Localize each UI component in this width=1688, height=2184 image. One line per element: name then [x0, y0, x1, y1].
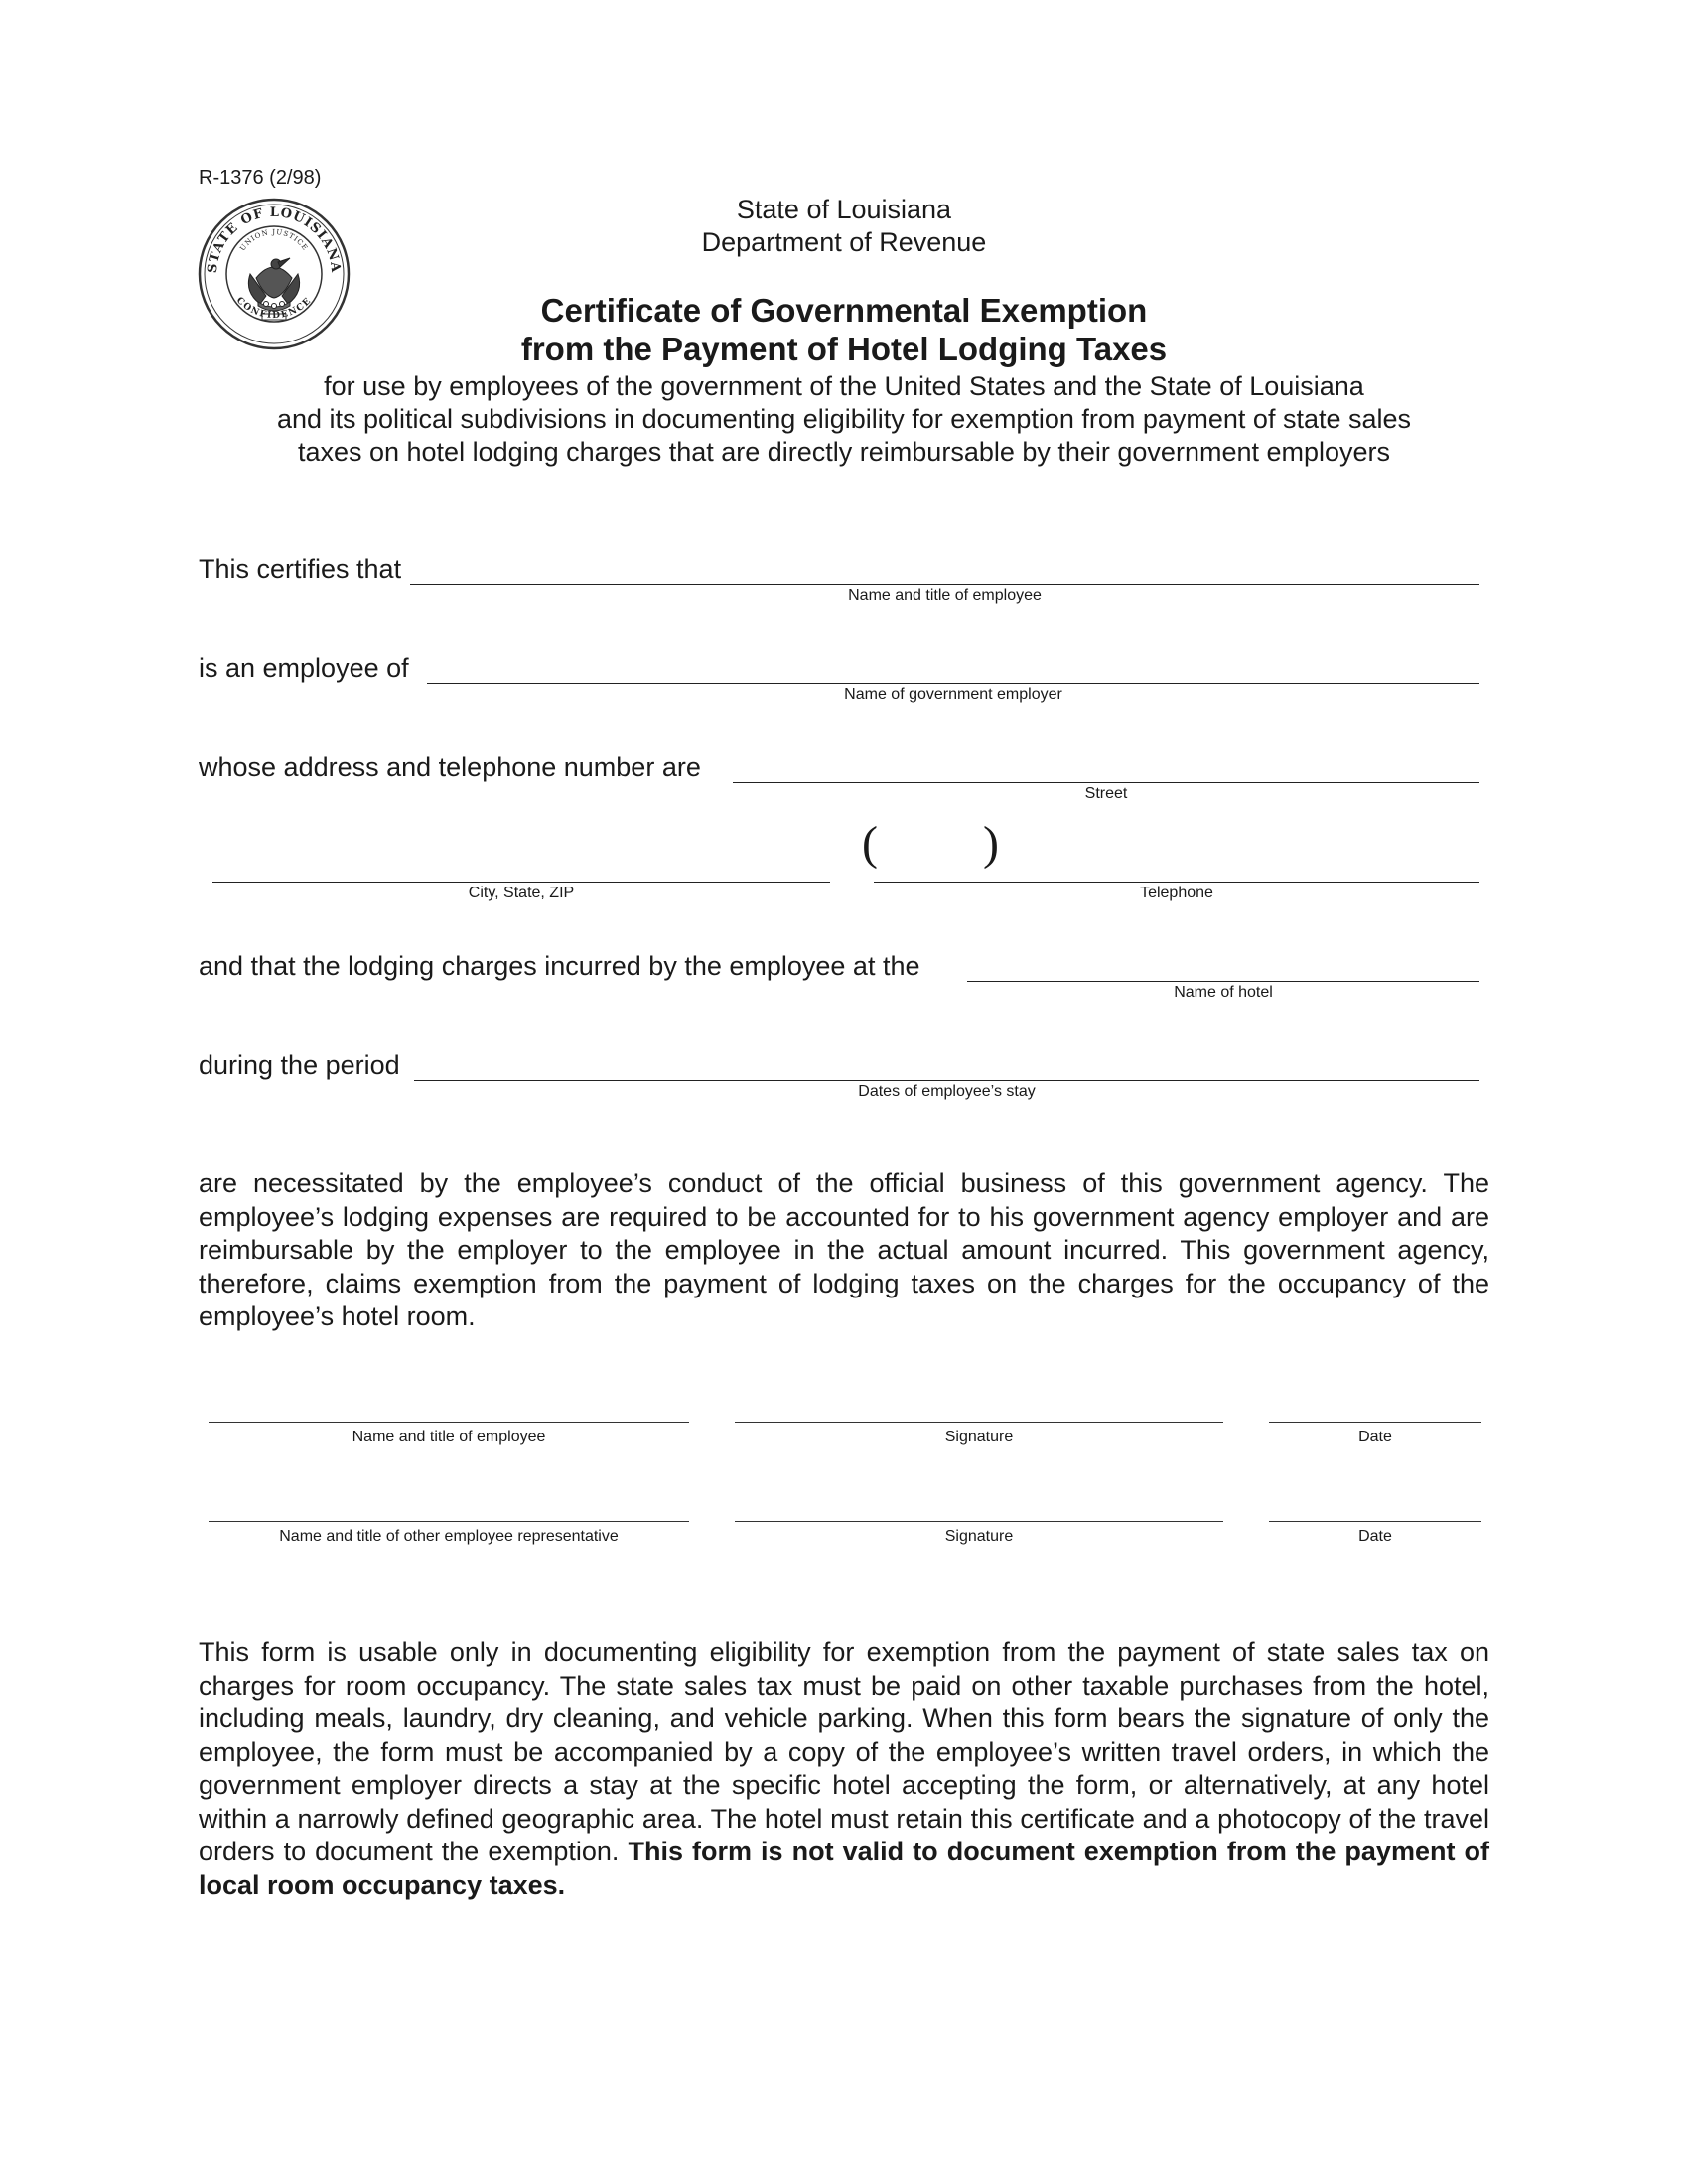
- subtitle-line1: for use by employees of the government of the United States and the State of Louisiana: [324, 371, 1364, 401]
- representative-name-title-field[interactable]: [209, 1521, 689, 1522]
- employee-date-caption: Date: [1358, 1429, 1392, 1445]
- seal-motto: UNION JUSTICE: [238, 227, 310, 253]
- department-name: Department of Revenue: [701, 227, 987, 257]
- employee-name-field[interactable]: [410, 584, 1479, 585]
- city-state-zip-field[interactable]: [212, 882, 830, 883]
- employee-name-title-sig-caption: Name and title of employee: [352, 1429, 546, 1445]
- period-label: during the period: [199, 1050, 400, 1080]
- employee-name-title-sig-field[interactable]: [209, 1422, 689, 1423]
- employer-name-field[interactable]: [427, 683, 1479, 684]
- usage-notice-text: This form is usable only in documenting eligibility for exemption from the payment of state sales tax on charges for room occupancy. The state sales tax must be paid on other taxable purchases from the hotel, including meals, laundry, dry cleaning, and vehicle parking. When this form bears the signature of only the employee, the form must be accompanied by a copy of the employee’s written travel orders, in which the government employer directs a stay at the specific hotel accepting the form, or alternatively, at any hotel within a narrowly defined geographic area. The hotel must retain this certificate and a photocopy of the travel orders to document the exemption.: [199, 1637, 1489, 1866]
- certification-statement: are necessitated by the employee’s conduct of the official business of this government agency. The employee’s lodging expenses are required to be accounted for to his government agency employer and are reimbursable by the employer to the employee in the actual amount incurred. This government agency, therefore, claims exemption from the payment of lodging taxes on the charges for the occupancy of the employee’s hotel room.: [199, 1168, 1489, 1331]
- representative-signature-field[interactable]: [735, 1521, 1223, 1522]
- seal-text-bottom: CONFIDENCE: [233, 295, 315, 322]
- telephone-caption: Telephone: [1140, 885, 1213, 901]
- employee-date-field[interactable]: [1269, 1422, 1481, 1423]
- employee-of-label: is an employee of: [199, 653, 409, 683]
- hotel-name-field[interactable]: [967, 981, 1479, 982]
- employee-signature-caption: Signature: [944, 1429, 1014, 1445]
- representative-name-title-caption: Name and title of other employee representative: [279, 1528, 619, 1545]
- form-number: R-1376 (2/98): [199, 167, 322, 189]
- certifies-label: This certifies that: [199, 554, 402, 584]
- seal-text-top: STATE OF LOUISIANA: [205, 205, 344, 274]
- usage-notice-bold: This form is not valid to document exemption from the payment of local room occupancy taxes.: [199, 1837, 1489, 1900]
- telephone-field[interactable]: [874, 882, 1479, 883]
- street-caption: Street: [1084, 785, 1128, 802]
- employee-signature-field[interactable]: [735, 1422, 1223, 1423]
- subtitle-line3: taxes on hotel lodging charges that are directly reimbursable by their government employers: [297, 437, 1391, 467]
- representative-date-field[interactable]: [1269, 1521, 1481, 1522]
- employer-name-caption: Name of government employer: [844, 686, 1062, 703]
- form-title-line2: from the Payment of Hotel Lodging Taxes: [520, 331, 1168, 367]
- form-title-line1: Certificate of Governmental Exemption: [540, 292, 1148, 329]
- hotel-name-caption: Name of hotel: [1174, 984, 1273, 1001]
- form-subtitle: [0, 370, 1688, 469]
- state-name: State of Louisiana: [736, 195, 952, 224]
- usage-notice: [199, 1636, 1489, 1902]
- subtitle-line2: and its political subdivisions in documenting eligibility for exemption from payment of state sales: [276, 404, 1412, 434]
- telephone-open-paren: (: [862, 817, 878, 870]
- street-field[interactable]: [733, 782, 1479, 783]
- address-label: whose address and telephone number are: [199, 752, 701, 782]
- city-state-zip-caption: City, State, ZIP: [468, 885, 575, 901]
- dates-of-stay-field[interactable]: [414, 1080, 1479, 1081]
- telephone-close-paren: ): [983, 817, 999, 870]
- employee-name-caption: Name and title of employee: [848, 587, 1042, 604]
- representative-signature-caption: Signature: [944, 1528, 1014, 1545]
- hotel-label: and that the lodging charges incurred by the employee at the: [199, 951, 920, 981]
- representative-date-caption: Date: [1358, 1528, 1392, 1545]
- dates-of-stay-caption: Dates of employee’s stay: [858, 1083, 1036, 1100]
